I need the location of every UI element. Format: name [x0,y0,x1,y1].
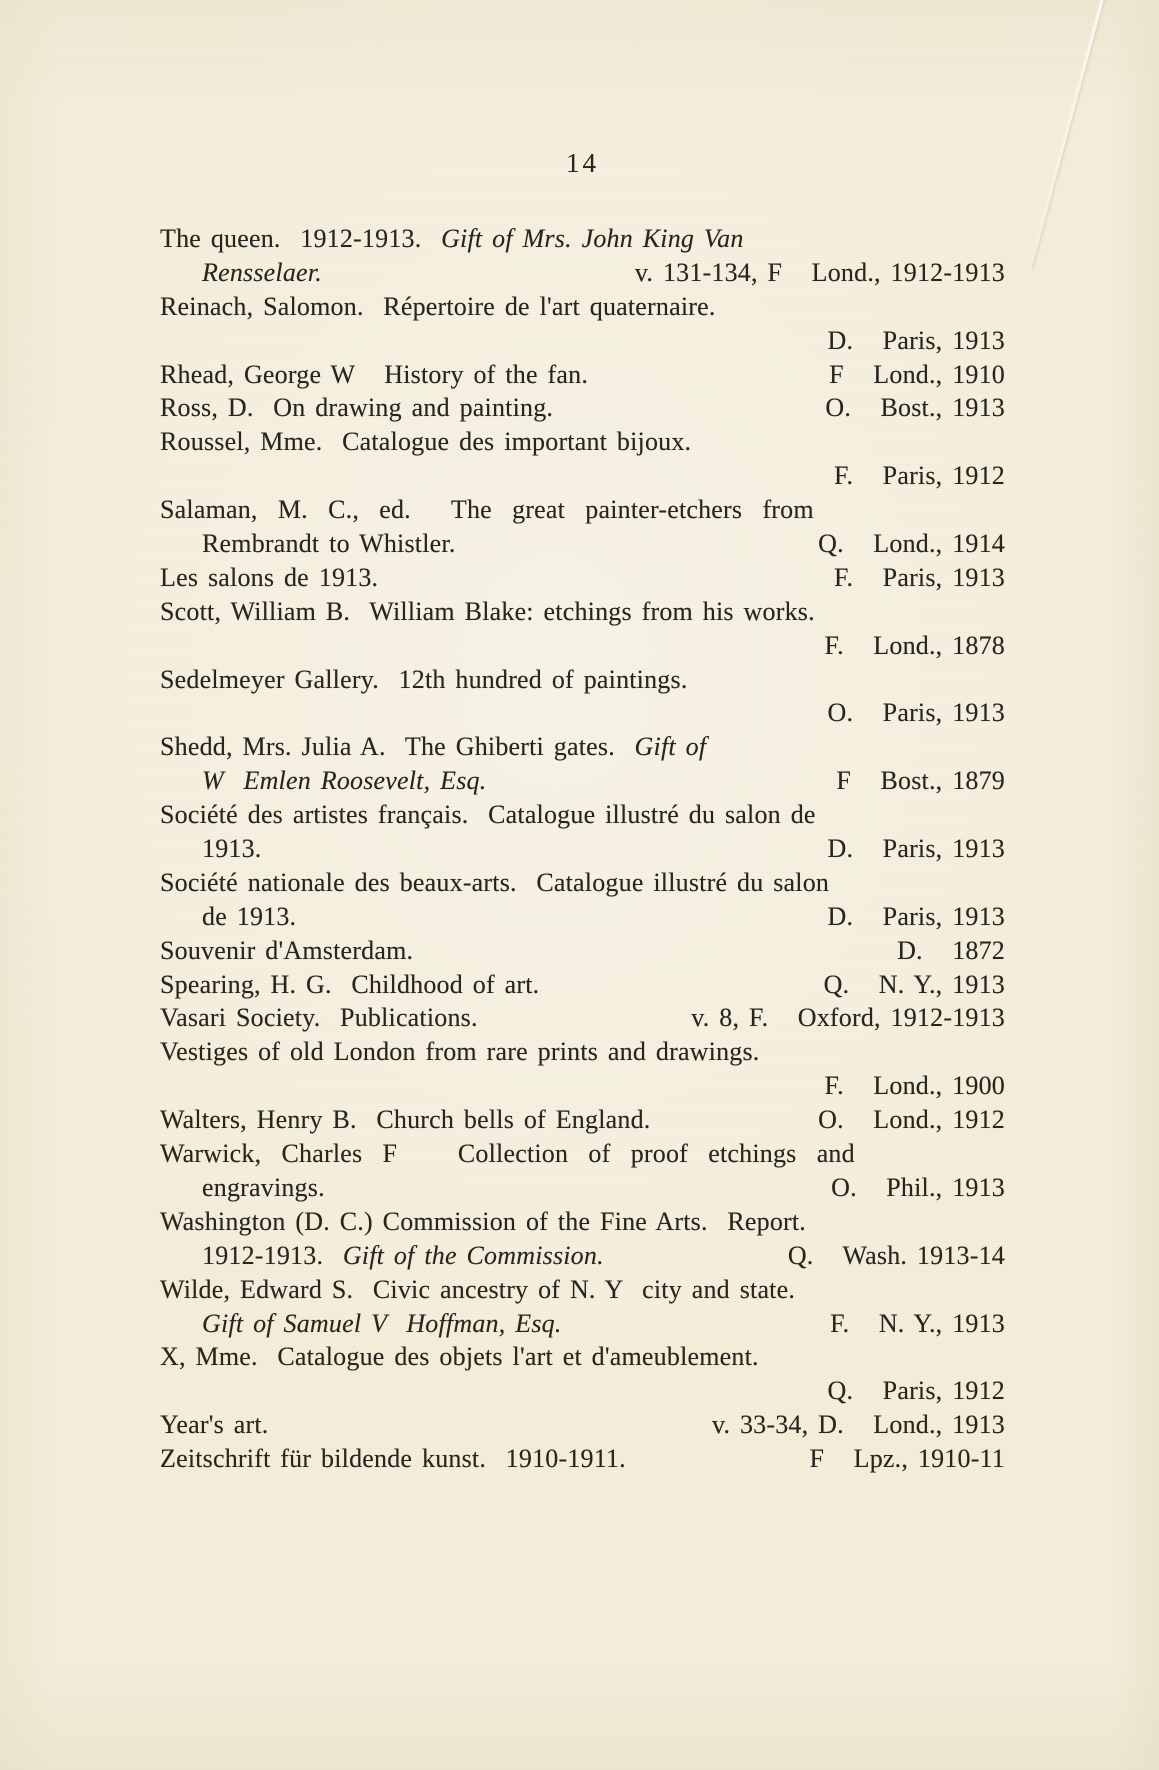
catalog-line [160,1374,1005,1408]
entry-text: X, Mme. Catalogue des objets l'art et d'ameublement. [160,1342,759,1372]
entry-size-place-date: Q. N. Y., 1913 [823,969,1005,999]
catalog-line [160,222,1005,256]
catalog-line [160,696,1005,730]
entry-text: Washington (D. C.) Commission of the Fine Arts. Report. [160,1206,807,1236]
entry-size-place-date: v. 8, F. Oxford, 1912-1913 [691,1003,1005,1033]
entry-text: Year's art. [160,1410,269,1440]
entry-size-place-date: D. Paris, 1913 [827,834,1005,864]
entry-size-place-date: Q. Lond., 1914 [818,529,1005,559]
catalog-line [160,798,1005,832]
catalog-line [160,358,1005,392]
catalog-line [160,832,1005,866]
entry-text: Ross, D. On drawing and painting. [160,393,554,423]
entry-size-place-date: O. Lond., 1912 [818,1105,1005,1135]
entry-text: The queen. 1912-1913. Gift of Mrs. John King Van [160,224,744,253]
catalog-line [160,459,1005,493]
catalog-line [160,256,1005,290]
catalog-line [160,1001,1005,1035]
entry-text: 1913. [202,834,262,864]
catalog-line [160,561,1005,595]
entry-text: Rembrandt to Whistler. [202,529,456,559]
catalog-line [160,391,1005,425]
entry-size-place-date: v. 33-34, D. Lond., 1913 [711,1410,1005,1440]
catalog-line [160,1239,1005,1273]
catalog-line [160,968,1005,1002]
entry-text: Vestiges of old London from rare prints and drawings. [160,1037,760,1067]
entry-text: Rensselaer. [202,257,322,287]
catalog-line [160,900,1005,934]
catalog-line [160,1069,1005,1103]
entry-text: Souvenir d'Amsterdam. [160,935,414,965]
catalog-lines [160,222,1005,1476]
entry-text: Reinach, Salomon. Répertoire de l'art quaternaire. [160,291,716,321]
entry-text: Gift of Samuel V Hoffman, Esq. [202,1308,562,1338]
entry-text: Salaman, M. C., ed. The great painter-etchers from [160,495,814,525]
entry-size-place-date: v. 131-134, F Lond., 1912-1913 [634,257,1005,287]
entry-size-place-date: F Lond., 1910 [829,359,1005,389]
entry-text: de 1913. [202,901,297,931]
catalog-line [160,663,1005,697]
entry-size-place-date: Q. Paris, 1912 [827,1376,1005,1406]
entry-text: Wilde, Edward S. Civic ancestry of N. Y city and state. [160,1274,796,1304]
catalog-line [160,764,1005,798]
catalog-line [160,1103,1005,1137]
entry-text: Shedd, Mrs. Julia A. The Ghiberti gates. Gift of [160,732,707,762]
entry-size-place-date: O. Bost., 1913 [825,393,1005,423]
catalog-line [160,527,1005,561]
catalog-line [160,1307,1005,1341]
entry-text: Roussel, Mme. Catalogue des important bijoux. [160,427,692,457]
entry-text: Société nationale des beaux-arts. Catalogue illustré du salon [160,867,830,897]
entry-size-place-date: D. 1872 [897,935,1005,965]
catalog-line [160,1408,1005,1442]
entry-text: W Emlen Roosevelt, Esq. [202,766,487,796]
catalog-line [160,629,1005,663]
catalog-line [160,1137,1005,1171]
entry-size-place-date: F. Paris, 1912 [833,461,1005,491]
entry-size-place-date: F. Lond., 1900 [824,1071,1005,1101]
entry-size-place-date: F. Paris, 1913 [833,562,1005,592]
catalog-line [160,866,1005,900]
entry-text: Société des artistes français. Catalogue illustré du salon de [160,800,816,830]
entry-text: 1912-1913. Gift of the Commission. [202,1240,604,1270]
paper-crease [1028,0,1109,270]
entry-text: Walters, Henry B. Church bells of England. [160,1105,651,1135]
entry-text: Spearing, H. G. Childhood of art. [160,969,540,999]
entry-size-place-date: F Bost., 1879 [836,766,1005,796]
entry-text: engravings. [202,1172,325,1202]
catalog-line [160,730,1005,764]
entry-size-place-date: F. N. Y., 1913 [830,1308,1005,1338]
page-number: 14 [566,148,599,178]
entry-size-place-date: F Lpz., 1910-11 [809,1444,1005,1474]
catalog-line [160,493,1005,527]
entry-text: Vasari Society. Publications. [160,1003,478,1033]
catalog-line [160,1442,1005,1476]
catalog-line [160,1171,1005,1205]
entry-text: Zeitschrift für bildende kunst. 1910-1911. [160,1444,626,1474]
entry-size-place-date: F. Lond., 1878 [824,630,1005,660]
catalog-line [160,1273,1005,1307]
entry-size-place-date: Q. Wash. 1913-14 [787,1240,1005,1270]
entry-size-place-date: D. Paris, 1913 [827,325,1005,355]
catalog-line [160,934,1005,968]
catalog-line [160,1035,1005,1069]
entry-text: Warwick, Charles F Collection of proof etchings and [160,1139,855,1169]
catalog-line [160,595,1005,629]
catalog-line [160,290,1005,324]
entry-text: Rhead, George W History of the fan. [160,359,589,389]
entry-text: Les salons de 1913. [160,562,379,592]
catalog-line [160,425,1005,459]
entry-text: Scott, William B. William Blake: etchings from his works. [160,596,815,626]
entry-size-place-date: O. Phil., 1913 [831,1172,1005,1202]
catalog-line [160,324,1005,358]
entry-size-place-date: O. Paris, 1913 [827,698,1005,728]
entry-text: Sedelmeyer Gallery. 12th hundred of paintings. [160,664,688,694]
catalog-line [160,1340,1005,1374]
entry-size-place-date: D. Paris, 1913 [827,901,1005,931]
catalog-line [160,1205,1005,1239]
